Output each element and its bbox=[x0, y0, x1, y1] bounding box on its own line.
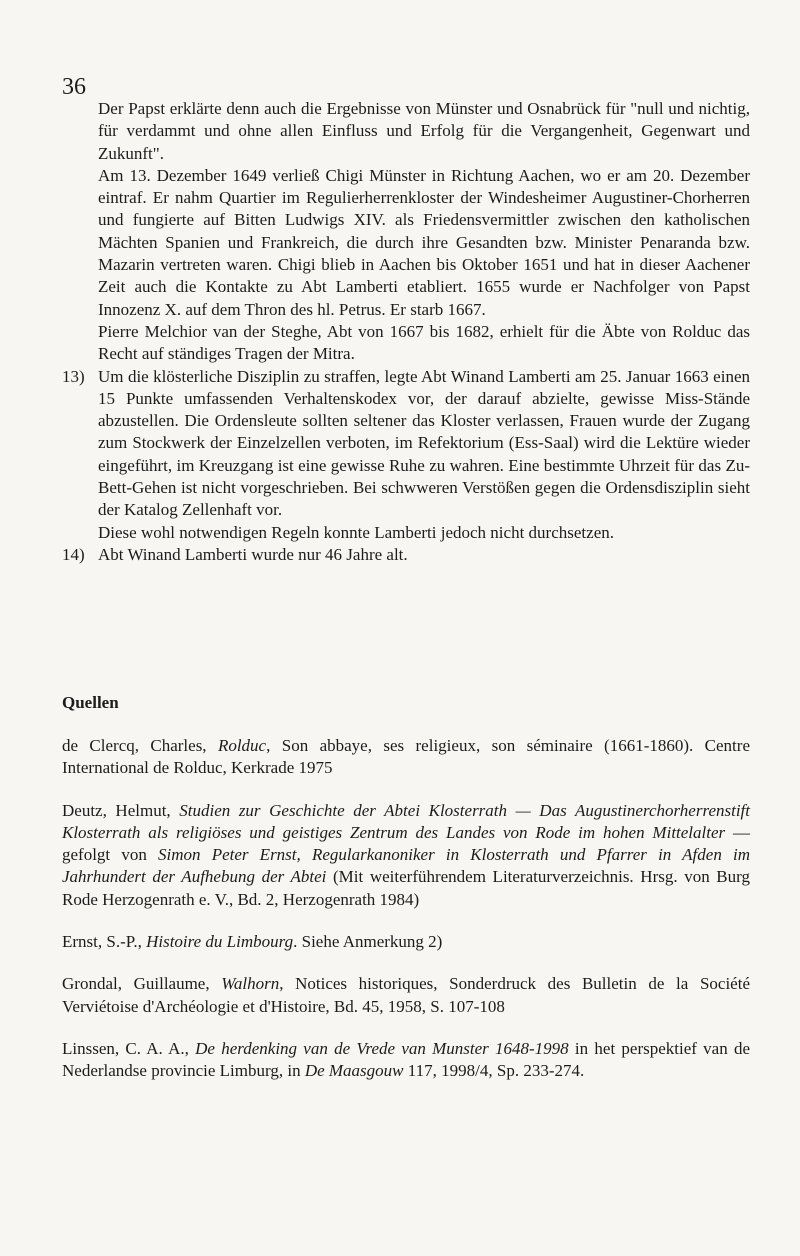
note-text: Diese wohl notwendigen Regeln konnte Lamberti jedoch nicht durchsetzen. bbox=[98, 522, 614, 542]
note-paragraph: Der Papst erklärte denn auch die Ergebnisse von Münster und Osnabrück für "null und nichtig, für verdammt und ohne allen Einfluss und Erfolg für die Vergangenheit, Gegenwart und Zukunft". bbox=[98, 99, 750, 163]
note-number: 14) bbox=[62, 544, 85, 564]
sources-heading: Quellen bbox=[62, 693, 119, 712]
sources-list bbox=[62, 735, 750, 1103]
page-number: 36 bbox=[62, 74, 86, 100]
note-number: 13) bbox=[62, 366, 85, 386]
note-14 bbox=[62, 544, 750, 566]
source-entry: Linssen, C. A. A., De herdenking van de Vrede van Munster 1648-1998 in het perspektief van de Nederlandse provincie Limburg, in De Maasgouw 117, 1998/4, Sp. 233-274. bbox=[62, 1038, 751, 1081]
endnotes bbox=[62, 98, 750, 566]
source-entry: Deutz, Helmut, Studien zur Geschichte der Abtei Klosterrath — Das Augustinerchorherrenstift Klosterrath als religiöses und geistiges Zentrum des Landes von Rode im hohen Mittelalter — gefolgt von Simon Peter Ernst, Regularkanoniker in Klosterrath und Pfarrer in Afden im Jahrhundert der Aufhebung der Abtei (Mit weiterführendem Literaturverzeichnis. Hrsg. von Burg Rode Herzogenrath e. V., Bd. 2, Herzogenrath 1984) bbox=[62, 800, 750, 909]
note-text: Abt Winand Lamberti wurde nur 46 Jahre alt. bbox=[98, 544, 408, 564]
note-13 bbox=[62, 366, 750, 544]
note-paragraph: Pierre Melchior van der Steghe, Abt von 1667 bis 1682, erhielt für die Äbte von Rolduc das Recht auf ständiges Tragen der Mitra. bbox=[98, 321, 750, 364]
note-text: Um die klösterliche Disziplin zu straffen, legte Abt Winand Lamberti am 25. Januar 1663 einen 15 Punkte umfassenden Verhaltenskodex vor, der darauf abzielte, gewisse Miss-Stände abzustellen. Die Ordensleute sollten seltener das Kloster verlassen, Frauen wurde der Zugang zum Stockwerk der Einzelzellen verboten, im Refektorium (Ess-Saal) wird die Lektüre wieder eingeführt, im Kreuzgang ist eine gewisse Ruhe zu wahren. Eine bestimmte Uhrzeit für das Zu-Bett-Gehen ist nicht vorgeschrieben. Bei schwweren Verstößen gegen die Ordensdisziplin sieht der Katalog Zellenhaft vor. bbox=[98, 366, 750, 520]
source-entry: Grondal, Guillaume, Walhorn, Notices historiques, Sonderdruck des Bulletin de la Société Verviétoise d'Archéologie et d'Histoire, Bd. 45, 1958, S. 107-108 bbox=[62, 974, 750, 1016]
source-entry: Ernst, S.-P., Histoire du Limbourg. Siehe Anmerkung 2) bbox=[62, 932, 443, 952]
source-entry: de Clercq, Charles, Rolduc, Son abbaye, ses religieux, son séminaire (1661-1860). Centre International de Rolduc, Kerkrade 1975 bbox=[62, 736, 750, 778]
note-continuation bbox=[62, 98, 750, 366]
note-paragraph: Am 13. Dezember 1649 verließ Chigi Münster in Richtung Aachen, wo er am 20. Dezember eintraf. Er nahm Quartier im Regulierherrenkloster der Windesheimer Augustiner-Chorherren und fungierte auf Bitten Ludwigs XIV. als Friedensvermittler zwischen den katholischen Mächten Spanien und Frankreich, die durch ihre Gesandten bzw. Minister Penaranda bzw. Mazarin vertreten waren. Chigi blieb in Aachen bis Oktober 1651 und hat in dieser Aachener Zeit auch die Kontakte zu Abt Lamberti etabliert. 1655 wurde er Nachfolger von Papst Innozenz X. auf dem Thron des hl. Petrus. Er starb 1667. bbox=[98, 165, 750, 319]
